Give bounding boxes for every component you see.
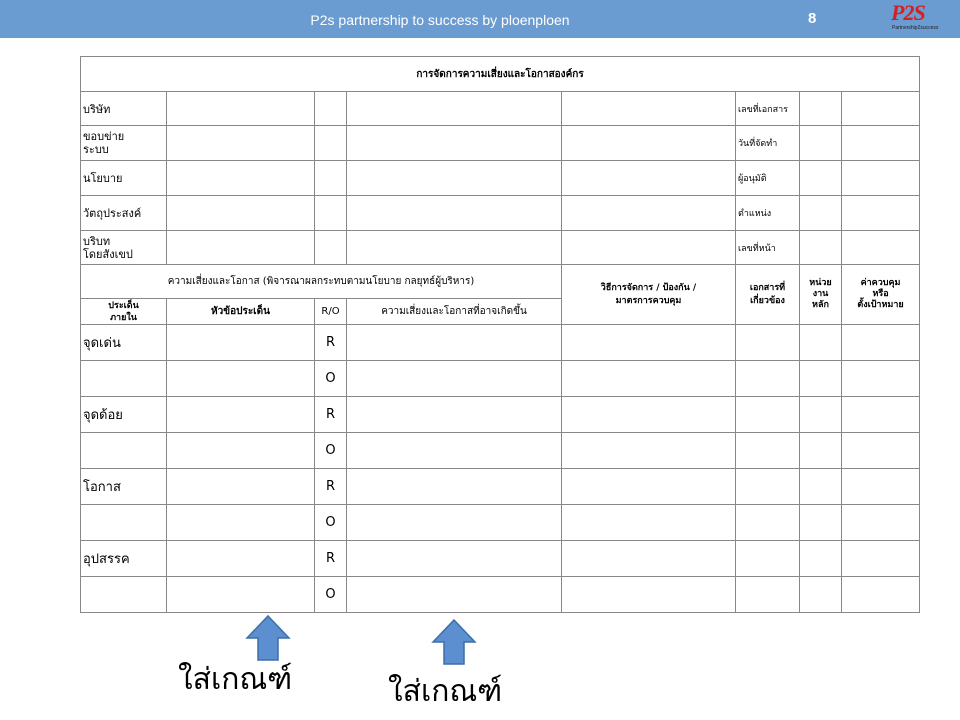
label-context: บริบท โดยสังเขป bbox=[81, 231, 167, 265]
method-cell[interactable] bbox=[562, 397, 736, 433]
issue-label bbox=[81, 505, 167, 541]
table-row bbox=[81, 505, 920, 541]
documents-cell[interactable] bbox=[736, 505, 800, 541]
topic-cell[interactable] bbox=[167, 397, 315, 433]
topic-cell[interactable] bbox=[167, 469, 315, 505]
approver-field[interactable] bbox=[842, 161, 920, 196]
method-cell[interactable] bbox=[562, 433, 736, 469]
documents-cell[interactable] bbox=[736, 325, 800, 361]
col-target: ค่าควบคุม หรือ ตั้งเป้าหมาย bbox=[842, 265, 920, 325]
target-cell[interactable] bbox=[842, 325, 920, 361]
policy-field[interactable] bbox=[167, 161, 315, 196]
company-field[interactable] bbox=[167, 92, 315, 126]
risk-cell[interactable] bbox=[347, 469, 562, 505]
ro-cell: O bbox=[315, 433, 347, 469]
col-main-unit: หน่วย งาน หลัก bbox=[800, 265, 842, 325]
logo-subtext: Partnership2success bbox=[892, 25, 939, 31]
issue-label: โอกาส bbox=[81, 469, 167, 505]
col-method: วิธีการจัดการ / ป้องกัน / มาตรการควบคุม bbox=[562, 265, 736, 325]
risk-cell[interactable] bbox=[347, 361, 562, 397]
page-number-field[interactable] bbox=[842, 231, 920, 265]
issue-label bbox=[81, 361, 167, 397]
unit-cell[interactable] bbox=[800, 433, 842, 469]
target-cell[interactable] bbox=[842, 505, 920, 541]
issue-label: จุดเด่น bbox=[81, 325, 167, 361]
prepared-date-field[interactable] bbox=[842, 126, 920, 161]
table-row bbox=[81, 325, 920, 361]
table-row bbox=[81, 361, 920, 397]
ro-cell: R bbox=[315, 469, 347, 505]
ro-cell: O bbox=[315, 577, 347, 613]
method-cell[interactable] bbox=[562, 541, 736, 577]
topic-cell[interactable] bbox=[167, 505, 315, 541]
caption-left: ใส่เกณฑ์ bbox=[178, 662, 293, 697]
unit-cell[interactable] bbox=[800, 577, 842, 613]
risk-cell[interactable] bbox=[347, 505, 562, 541]
documents-cell[interactable] bbox=[736, 541, 800, 577]
target-cell[interactable] bbox=[842, 397, 920, 433]
scope-field[interactable] bbox=[167, 126, 315, 161]
target-cell[interactable] bbox=[842, 361, 920, 397]
form-title: การจัดการความเสี่ยงและโอกาสองค์กร bbox=[81, 57, 920, 92]
topic-cell[interactable] bbox=[167, 325, 315, 361]
label-prepared-date: วันที่จัดทำ bbox=[736, 126, 800, 161]
objective-field[interactable] bbox=[167, 196, 315, 231]
risk-cell[interactable] bbox=[347, 325, 562, 361]
table-row bbox=[81, 397, 920, 433]
table-row bbox=[81, 577, 920, 613]
label-approver: ผู้อนุมัติ bbox=[736, 161, 800, 196]
issue-label bbox=[81, 433, 167, 469]
col-topic: หัวข้อประเด็น bbox=[167, 299, 315, 325]
issue-label bbox=[81, 577, 167, 613]
col-documents: เอกสารที่ เกี่ยวข้อง bbox=[736, 265, 800, 325]
unit-cell[interactable] bbox=[800, 469, 842, 505]
risk-opportunity-form bbox=[80, 56, 920, 613]
documents-cell[interactable] bbox=[736, 469, 800, 505]
page-number: 8 bbox=[808, 10, 817, 27]
ro-cell: R bbox=[315, 541, 347, 577]
unit-cell[interactable] bbox=[800, 505, 842, 541]
ro-cell: R bbox=[315, 397, 347, 433]
header-title: P2s partnership to success by ploenploen bbox=[310, 12, 570, 28]
unit-cell[interactable] bbox=[800, 397, 842, 433]
method-cell[interactable] bbox=[562, 577, 736, 613]
documents-cell[interactable] bbox=[736, 577, 800, 613]
method-cell[interactable] bbox=[562, 505, 736, 541]
method-cell[interactable] bbox=[562, 325, 736, 361]
header-risk-group: ความเสี่ยงและโอกาส (พิจารณาผลกระทบตามนโยบาย กลยุทธ์ผู้บริหาร) bbox=[81, 265, 562, 299]
header-bar bbox=[0, 0, 960, 38]
topic-cell[interactable] bbox=[167, 433, 315, 469]
label-doc-number: เลขที่เอกสาร bbox=[736, 92, 800, 126]
ro-cell: R bbox=[315, 325, 347, 361]
documents-cell[interactable] bbox=[736, 397, 800, 433]
target-cell[interactable] bbox=[842, 541, 920, 577]
up-arrow-icon bbox=[431, 618, 477, 666]
topic-cell[interactable] bbox=[167, 577, 315, 613]
target-cell[interactable] bbox=[842, 577, 920, 613]
label-scope: ขอบข่าย ระบบ bbox=[81, 126, 167, 161]
col-risk: ความเสี่ยงและโอกาสที่อาจเกิดขึ้น bbox=[347, 299, 562, 325]
ro-cell: O bbox=[315, 505, 347, 541]
logo-text: P2S bbox=[891, 0, 925, 25]
context-field[interactable] bbox=[167, 231, 315, 265]
caption-right: ใส่เกณฑ์ bbox=[388, 674, 503, 709]
doc-number-field[interactable] bbox=[842, 92, 920, 126]
table-row bbox=[81, 433, 920, 469]
up-arrow-icon bbox=[245, 614, 291, 662]
risk-cell[interactable] bbox=[347, 541, 562, 577]
label-objective: วัตถุประสงค์ bbox=[81, 196, 167, 231]
ro-cell: O bbox=[315, 361, 347, 397]
label-position: ตำแหน่ง bbox=[736, 196, 800, 231]
method-cell[interactable] bbox=[562, 469, 736, 505]
documents-cell[interactable] bbox=[736, 433, 800, 469]
target-cell[interactable] bbox=[842, 433, 920, 469]
label-page-number: เลขที่หน้า bbox=[736, 231, 800, 265]
unit-cell[interactable] bbox=[800, 361, 842, 397]
table-row bbox=[81, 469, 920, 505]
label-company: บริษัท bbox=[81, 92, 167, 126]
p2s-logo bbox=[888, 2, 956, 34]
topic-cell[interactable] bbox=[167, 541, 315, 577]
col-ro: R/O bbox=[315, 299, 347, 325]
target-cell[interactable] bbox=[842, 469, 920, 505]
risk-cell[interactable] bbox=[347, 577, 562, 613]
risk-cell[interactable] bbox=[347, 433, 562, 469]
issue-label: จุดด้อย bbox=[81, 397, 167, 433]
unit-cell[interactable] bbox=[800, 325, 842, 361]
unit-cell[interactable] bbox=[800, 541, 842, 577]
issue-label: อุปสรรค bbox=[81, 541, 167, 577]
col-internal-issue: ประเด็น ภายใน bbox=[81, 299, 167, 325]
position-field[interactable] bbox=[842, 196, 920, 231]
method-cell[interactable] bbox=[562, 361, 736, 397]
label-policy: นโยบาย bbox=[81, 161, 167, 196]
table-row bbox=[81, 541, 920, 577]
topic-cell[interactable] bbox=[167, 361, 315, 397]
documents-cell[interactable] bbox=[736, 361, 800, 397]
risk-cell[interactable] bbox=[347, 397, 562, 433]
